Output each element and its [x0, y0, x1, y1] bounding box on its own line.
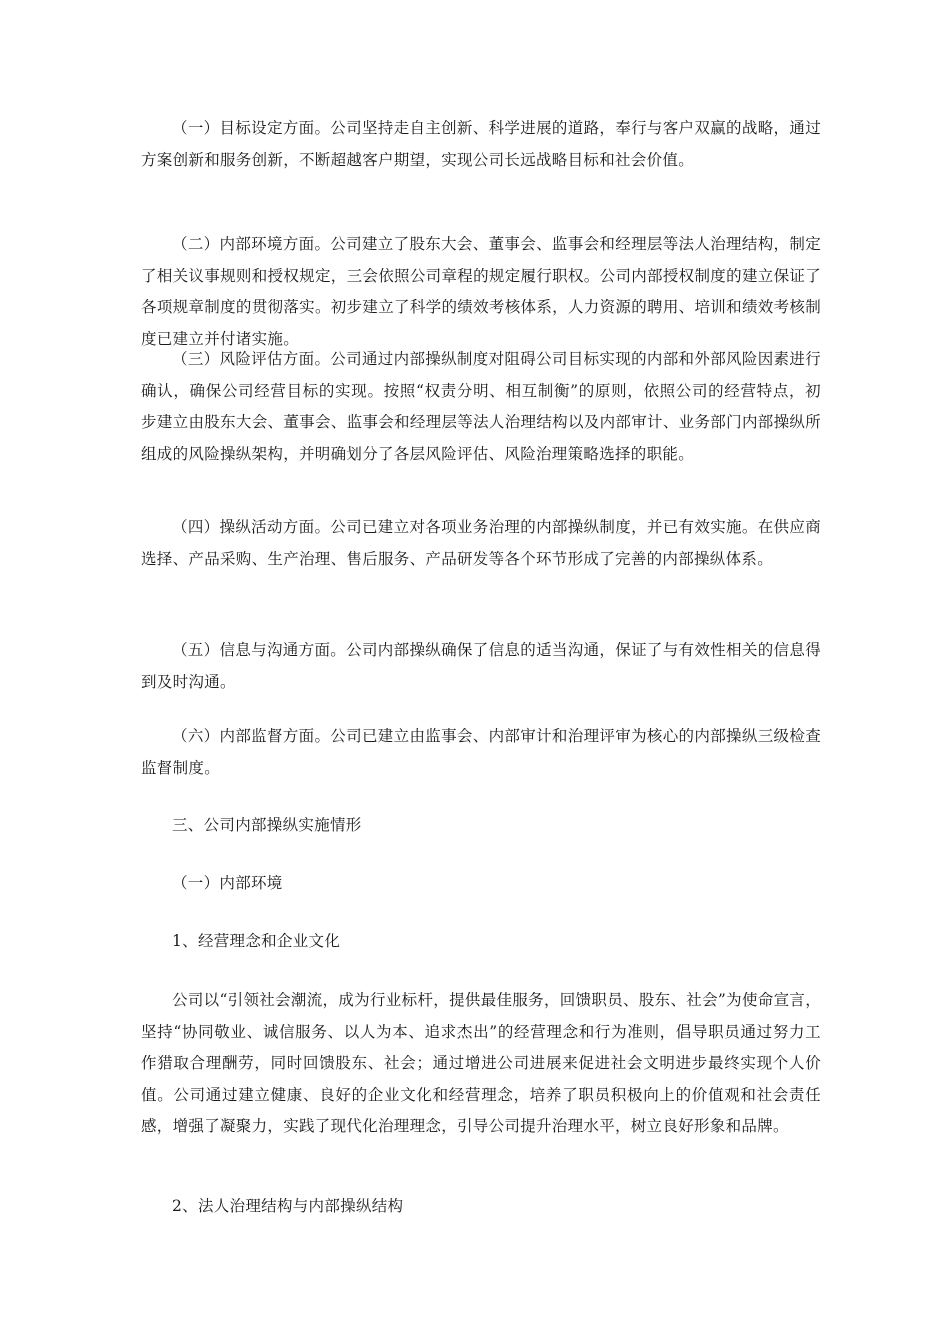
paragraph-information-communication: （五）信息与沟通方面。公司内部操纵确保了信息的适当沟通，保证了与有效性相关的信息得到及时沟通。 — [141, 641, 821, 691]
paragraph-internal-supervision: （六）内部监督方面。公司已建立由监事会、内部审计和治理评审为核心的内部操纵三级检查监督制度。 — [141, 727, 821, 777]
item-heading-governance-structure: 2、法人治理结构与内部操纵结构 — [172, 1197, 404, 1215]
paragraph-control-activities: （四）操纵活动方面。公司已建立对各项业务治理的内部操纵制度，并已有效实施。在供应商选择、产品采购、生产治理、售后服务、产品研发等各个环节形成了完善的内部操纵体系。 — [141, 518, 821, 568]
paragraph-risk-assessment: （三）风险评估方面。公司通过内部操纵制度对阻碍公司目标实现的内部和外部风险因素进行确认，确保公司经营目标的实现。按照“权责分明、相互制衡”的原则，依照公司的经营特点，初步建立由股东大会、董事会、监事会和经理层等法人治理结构以及内部审计、业务部门内部操纵所组成的风险操纵架构，并明确划分了各层风险评估、风险治理策略选择的职能。 — [141, 350, 821, 463]
subsection-heading-internal-environment: （一）内部环境 — [172, 874, 283, 892]
paragraph-internal-environment: （二）内部环境方面。公司建立了股东大会、董事会、监事会和经理层等法人治理结构，制定了相关议事规则和授权规定，三会依照公司章程的规定履行职权。公司内部授权制度的建立保证了各项规章制度的贯彻落实。初步建立了科学的绩效考核体系，人力资源的聘用、培训和绩效考核制度已建立并付诸实施。 — [141, 235, 821, 348]
paragraph-business-philosophy: 公司以“引领社会潮流，成为行业标杆，提供最佳服务，回馈职员、股东、社会”为使命宣言，坚持“协同敬业、诚信服务、以人为本、追求杰出”的经营理念和行为准则，倡导职员通过努力工作猎取合理酬劳，同时回馈股东、社会；通过增进公司进展来促进社会文明进步最终实现个人价值。公司通过建立健康、良好的企业文化和经营理念，培养了职员积极向上的价值观和社会责任感，增强了凝聚力，实践了现代化治理理念，引导公司提升治理水平，树立良好形象和品牌。 — [141, 991, 821, 1135]
item-heading-business-philosophy: 1、经营理念和企业文化 — [172, 932, 341, 950]
section-heading-implementation: 三、公司内部操纵实施情形 — [172, 816, 362, 834]
paragraph-goal-setting: （一）目标设定方面。公司坚持走自主创新、科学进展的道路，奉行与客户双赢的战略，通过方案创新和服务创新，不断超越客户期望，实现公司长远战略目标和社会价值。 — [141, 119, 821, 169]
